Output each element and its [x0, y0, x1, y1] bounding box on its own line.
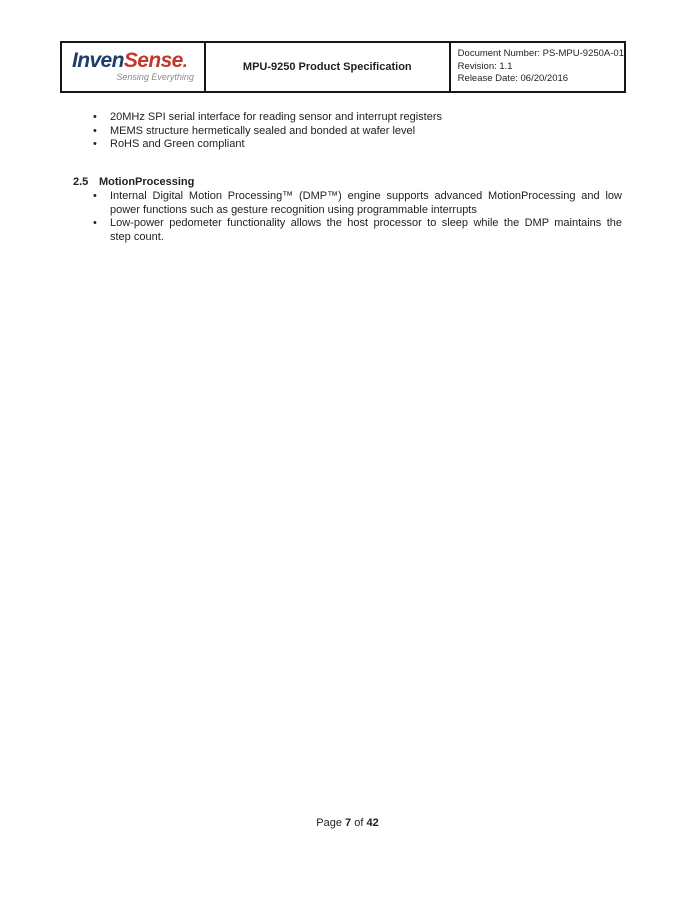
feature-item	[93, 111, 442, 125]
feature-text: RoHS and Green compliant	[110, 138, 245, 150]
motionprocessing-list	[93, 190, 622, 244]
section-number: 2.5	[73, 176, 89, 188]
bullet-icon: •	[93, 124, 97, 137]
logo-dot: .	[182, 50, 188, 71]
item-line: Low-power pedometer functionality allows the host processor to sleep while the DMP maintains the	[110, 217, 622, 229]
document-number: Document Number: PS-MPU-9250A-01	[457, 48, 624, 60]
logo-cell	[62, 43, 206, 91]
page-footer	[0, 817, 695, 829]
list-item	[93, 217, 622, 244]
feature-text: MEMS structure hermetically sealed and bonded at wafer level	[110, 124, 416, 137]
bullet-icon: •	[93, 190, 97, 202]
header-table	[60, 41, 626, 93]
list-item	[93, 190, 622, 217]
bullet-icon: •	[93, 217, 97, 229]
logo-text-blue: Inven	[72, 48, 124, 72]
document-title: MPU-9250 Product Specification	[242, 61, 412, 73]
item-line: Internal Digital Motion Processing™ (DMP™) engine supports advanced MotionProcessing and low	[110, 190, 622, 202]
docinfo-cell	[451, 43, 624, 91]
bullet-icon: •	[93, 138, 97, 150]
section-title: MotionProcessing	[99, 176, 195, 188]
bullet-icon: •	[93, 111, 97, 123]
feature-item	[93, 125, 442, 139]
invensense-logo	[72, 48, 196, 72]
page-number: 7	[345, 817, 352, 829]
item-line: step count.	[110, 230, 164, 243]
list-item-text	[110, 190, 622, 217]
title-cell	[206, 43, 451, 91]
footer-prefix: Page	[316, 817, 346, 829]
feature-item	[93, 138, 442, 152]
item-line: power functions such as gesture recognition using programmable interrupts	[110, 203, 477, 216]
logo-tagline: Sensing Everything	[116, 71, 194, 82]
logo-text-red: Sense	[123, 48, 183, 72]
feature-text: 20MHz SPI serial interface for reading sensor and interrupt registers	[110, 111, 442, 123]
revision: Revision: 1.1	[457, 60, 513, 72]
list-item-text	[110, 217, 622, 244]
features-list	[93, 111, 442, 152]
section-heading	[73, 176, 194, 188]
footer-separator: of	[351, 817, 367, 829]
release-date: Release Date: 06/20/2016	[457, 73, 569, 85]
total-pages: 42	[366, 817, 379, 829]
